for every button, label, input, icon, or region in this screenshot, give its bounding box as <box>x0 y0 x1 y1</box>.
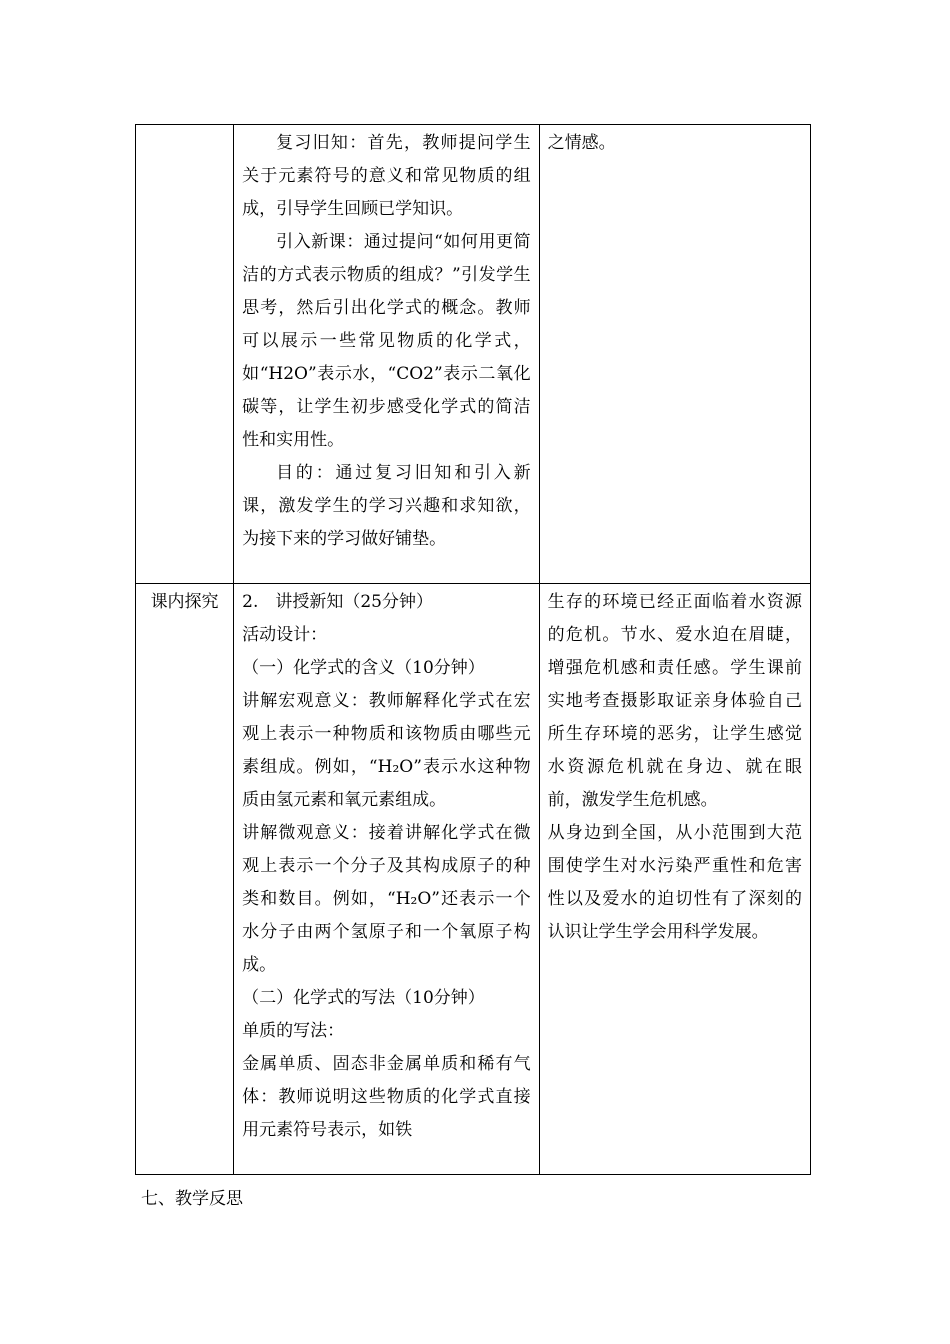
row-label-cell <box>136 584 234 1175</box>
activity-cell <box>234 584 539 1175</box>
lesson-plan-table <box>135 124 811 1175</box>
section-heading: 七、教学反思 <box>141 1189 243 1209</box>
paragraph-water-crisis: 生存的环境已经正面临着水资源的危机。节水、爱水迫在眉睫，增强危机感和责任感。学生课前实地考查摄影取证亲身体验自己所生存环境的恶劣，让学生感觉水资源危机就在身边、就在眼前，激发学生危机感。 <box>547 592 802 810</box>
paragraph-activity-design: 活动设计： <box>242 625 328 645</box>
paragraph-section-title: 2. 讲授新知（25分钟） <box>242 592 433 612</box>
paragraph-intent: 之情感。 <box>547 133 616 153</box>
paragraph-element-writing: 单质的写法： <box>242 1021 345 1041</box>
paragraph-purpose: 目的：通过复习旧知和引入新课，激发学生的学习兴趣和求知欲，为接下来的学习做好铺垫。 <box>242 463 531 549</box>
paragraph-subsection-meaning: （一）化学式的含义（10分钟） <box>242 658 485 678</box>
paragraph-metal-elements: 金属单质、固态非金属单质和稀有气体：教师说明这些物质的化学式直接用元素符号表示，如铁 <box>242 1054 531 1140</box>
paragraph-macro-meaning: 讲解宏观意义：教师解释化学式在宏观上表示一种物质和该物质由哪些元素组成。例如，“H₂O”表示水这种物质由氢元素和氧元素组成。 <box>242 691 531 810</box>
table-row <box>136 584 811 1175</box>
paragraph-subsection-writing: （二）化学式的写法（10分钟） <box>242 988 485 1008</box>
row-label-cell <box>136 125 234 584</box>
intent-cell <box>539 125 810 584</box>
row-label <box>136 125 233 127</box>
table-row <box>136 125 811 584</box>
row-label: 课内探究 <box>150 592 219 612</box>
paragraph-intro: 引入新课：通过提问“如何用更简洁的方式表示物质的组成？”引发学生思考，然后引出化学式的概念。教师可以展示一些常见物质的化学式，如“H2O”表示水，“CO2”表示二氧化碳等，让学生初步感受化学式的简洁性和实用性。 <box>242 232 531 450</box>
intent-cell <box>539 584 810 1175</box>
activity-cell <box>234 125 539 584</box>
paragraph-review: 复习旧知：首先，教师提问学生关于元素符号的意义和常见物质的组成，引导学生回顾已学知识。 <box>242 133 531 219</box>
paragraph-micro-meaning: 讲解微观意义：接着讲解化学式在微观上表示一个分子及其构成原子的种类和数目。例如，“H₂O”还表示一个水分子由两个氢原子和一个氧原子构成。 <box>242 823 531 975</box>
paragraph-awareness: 从身边到全国，从小范围到大范围使学生对水污染严重性和危害性以及爱水的迫切性有了深刻的认识让学生学会用科学发展。 <box>547 823 802 942</box>
